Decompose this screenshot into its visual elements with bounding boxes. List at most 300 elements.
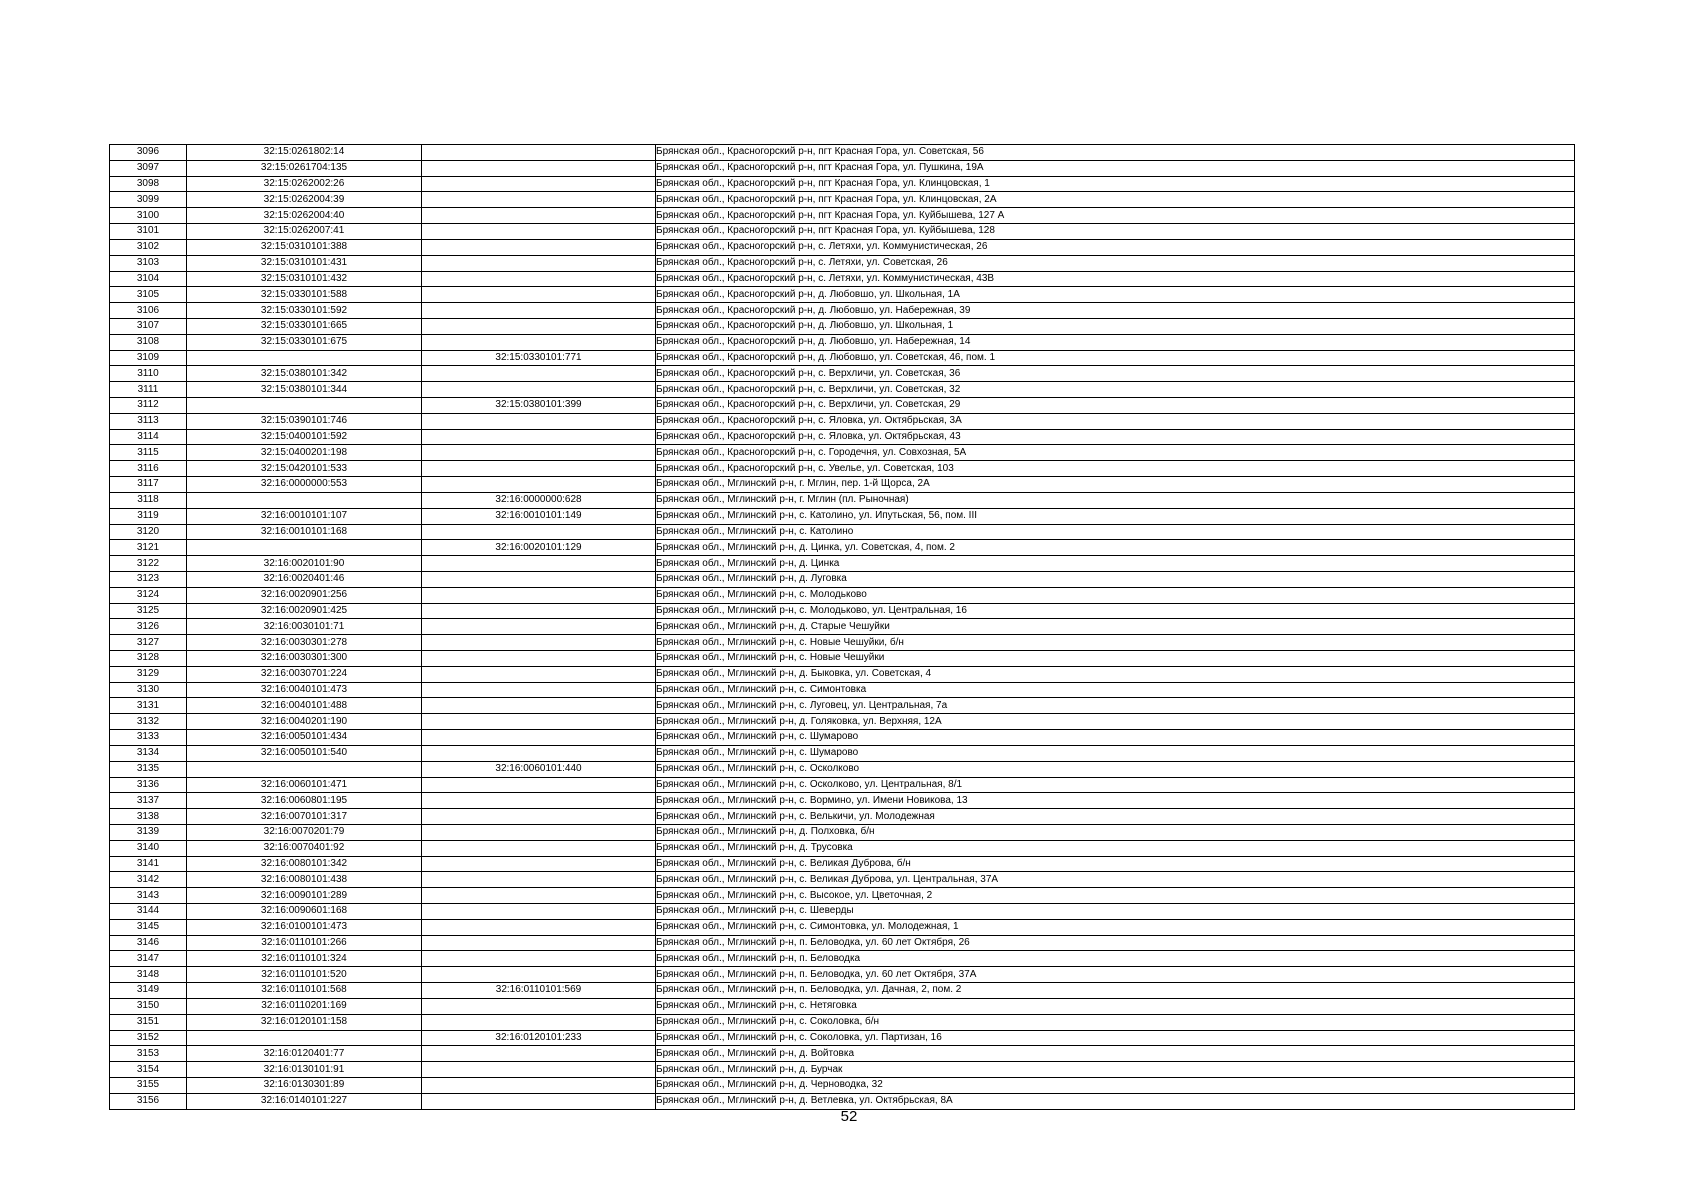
address-cell: Брянская обл., Мглинский р-н, с. Католино, ул. Ипутьская, 56, пом. III bbox=[656, 508, 1575, 524]
address-cell: Брянская обл., Красногорский р-н, с. Увелье, ул. Советская, 103 bbox=[656, 461, 1575, 477]
cadastral-number-2-cell bbox=[422, 334, 656, 350]
cadastral-number-cell bbox=[187, 398, 422, 414]
address-cell: Брянская обл., Мглинский р-н, с. Нетяговка bbox=[656, 998, 1575, 1014]
cadastral-number-2-cell bbox=[422, 587, 656, 603]
cadastral-number-2-cell bbox=[422, 856, 656, 872]
address-cell: Брянская обл., Мглинский р-н, с. Новые Чешуйки bbox=[656, 651, 1575, 667]
table-row bbox=[110, 998, 1575, 1014]
cadastral-number-cell: 32:16:0010101:168 bbox=[187, 524, 422, 540]
table-row bbox=[110, 698, 1575, 714]
row-number-cell: 3129 bbox=[110, 666, 187, 682]
cadastral-number-cell: 32:16:0000000:553 bbox=[187, 477, 422, 493]
row-number-cell: 3100 bbox=[110, 208, 187, 224]
cadastral-number-2-cell: 32:15:0330101:771 bbox=[422, 350, 656, 366]
table-row bbox=[110, 666, 1575, 682]
cadastral-number-2-cell bbox=[422, 382, 656, 398]
cadastral-number-cell: 32:16:0060101:471 bbox=[187, 777, 422, 793]
address-cell: Брянская обл., Мглинский р-н, с. Осколково bbox=[656, 761, 1575, 777]
address-cell: Брянская обл., Мглинский р-н, с. Великая Дуброва, б/н bbox=[656, 856, 1575, 872]
cadastral-number-2-cell: 32:15:0380101:399 bbox=[422, 398, 656, 414]
table-row bbox=[110, 856, 1575, 872]
table-row bbox=[110, 1046, 1575, 1062]
cadastral-number-cell: 32:15:0380101:344 bbox=[187, 382, 422, 398]
address-cell: Брянская обл., Мглинский р-н, д. Цинка bbox=[656, 556, 1575, 572]
table-row bbox=[110, 1077, 1575, 1093]
cadastral-number-cell: 32:16:0030301:278 bbox=[187, 635, 422, 651]
cadastral-number-cell: 32:15:0262007:41 bbox=[187, 224, 422, 240]
table-row bbox=[110, 255, 1575, 271]
row-number-cell: 3127 bbox=[110, 635, 187, 651]
row-number-cell: 3099 bbox=[110, 192, 187, 208]
cadastral-number-2-cell bbox=[422, 1014, 656, 1030]
address-cell: Брянская обл., Мглинский р-н, с. Великая Дуброва, ул. Центральная, 37А bbox=[656, 872, 1575, 888]
cadastral-number-cell: 32:16:0020901:425 bbox=[187, 603, 422, 619]
table-row bbox=[110, 793, 1575, 809]
cadastral-number-cell: 32:16:0080101:438 bbox=[187, 872, 422, 888]
cadastral-number-2-cell bbox=[422, 714, 656, 730]
table-row bbox=[110, 635, 1575, 651]
table-row bbox=[110, 398, 1575, 414]
table-row bbox=[110, 334, 1575, 350]
address-cell: Брянская обл., Мглинский р-н, г. Мглин (пл. Рыночная) bbox=[656, 492, 1575, 508]
table-row bbox=[110, 651, 1575, 667]
table-row bbox=[110, 145, 1575, 161]
table-row bbox=[110, 429, 1575, 445]
row-number-cell: 3112 bbox=[110, 398, 187, 414]
cadastral-number-cell: 32:16:0070101:317 bbox=[187, 809, 422, 825]
cadastral-number-2-cell: 32:16:0060101:440 bbox=[422, 761, 656, 777]
cadastral-number-2-cell bbox=[422, 809, 656, 825]
cadastral-number-2-cell bbox=[422, 445, 656, 461]
row-number-cell: 3115 bbox=[110, 445, 187, 461]
cadastral-number-cell: 32:16:0110101:520 bbox=[187, 967, 422, 983]
cadastral-number-2-cell bbox=[422, 461, 656, 477]
row-number-cell: 3097 bbox=[110, 160, 187, 176]
cadastral-number-cell: 32:15:0330101:675 bbox=[187, 334, 422, 350]
address-cell: Брянская обл., Красногорский р-н, д. Любовшо, ул. Набережная, 39 bbox=[656, 303, 1575, 319]
cadastral-number-2-cell bbox=[422, 1046, 656, 1062]
cadastral-number-cell: 32:15:0262002:26 bbox=[187, 176, 422, 192]
address-cell: Брянская обл., Мглинский р-н, д. Войтовка bbox=[656, 1046, 1575, 1062]
table-row bbox=[110, 287, 1575, 303]
address-cell: Брянская обл., Мглинский р-н, д. Черноводка, 32 bbox=[656, 1077, 1575, 1093]
table-row bbox=[110, 983, 1575, 999]
cadastral-number-2-cell bbox=[422, 239, 656, 255]
row-number-cell: 3155 bbox=[110, 1077, 187, 1093]
table-row bbox=[110, 192, 1575, 208]
cadastral-number-cell: 32:15:0310101:431 bbox=[187, 255, 422, 271]
cadastral-number-2-cell bbox=[422, 208, 656, 224]
row-number-cell: 3156 bbox=[110, 1093, 187, 1109]
address-cell: Брянская обл., Мглинский р-н, с. Новые Чешуйки, б/н bbox=[656, 635, 1575, 651]
address-cell: Брянская обл., Мглинский р-н, п. Беловодка bbox=[656, 951, 1575, 967]
table-row bbox=[110, 603, 1575, 619]
row-number-cell: 3119 bbox=[110, 508, 187, 524]
cadastral-number-cell: 32:15:0380101:342 bbox=[187, 366, 422, 382]
cadastral-number-2-cell bbox=[422, 745, 656, 761]
cadastral-number-cell: 32:16:0060801:195 bbox=[187, 793, 422, 809]
table-row bbox=[110, 461, 1575, 477]
table-row bbox=[110, 745, 1575, 761]
cadastral-number-cell bbox=[187, 540, 422, 556]
cadastral-number-cell: 32:15:0420101:533 bbox=[187, 461, 422, 477]
table-row bbox=[110, 382, 1575, 398]
address-cell: Брянская обл., Красногорский р-н, с. Летяхи, ул. Советская, 26 bbox=[656, 255, 1575, 271]
address-cell: Брянская обл., Красногорский р-н, пгт Красная Гора, ул. Пушкина, 19А bbox=[656, 160, 1575, 176]
cadastral-number-cell: 32:16:0020901:256 bbox=[187, 587, 422, 603]
cadastral-number-2-cell bbox=[422, 777, 656, 793]
cadastral-number-cell: 32:15:0261802:14 bbox=[187, 145, 422, 161]
cadastral-number-2-cell bbox=[422, 271, 656, 287]
address-cell: Брянская обл., Красногорский р-н, д. Любовшо, ул. Советская, 46, пом. 1 bbox=[656, 350, 1575, 366]
table-row bbox=[110, 730, 1575, 746]
row-number-cell: 3136 bbox=[110, 777, 187, 793]
cadastral-number-cell: 32:16:0040101:473 bbox=[187, 682, 422, 698]
address-cell: Брянская обл., Мглинский р-н, с. Молодьково bbox=[656, 587, 1575, 603]
row-number-cell: 3109 bbox=[110, 350, 187, 366]
address-cell: Брянская обл., Красногорский р-н, пгт Красная Гора, ул. Куйбышева, 127 А bbox=[656, 208, 1575, 224]
cadastral-number-2-cell bbox=[422, 935, 656, 951]
cadastral-number-cell: 32:16:0090601:168 bbox=[187, 904, 422, 920]
cadastral-number-2-cell bbox=[422, 224, 656, 240]
cadastral-number-cell: 32:16:0070401:92 bbox=[187, 840, 422, 856]
address-cell: Брянская обл., Мглинский р-н, д. Полховка, б/н bbox=[656, 824, 1575, 840]
cadastral-number-2-cell bbox=[422, 998, 656, 1014]
address-cell: Брянская обл., Красногорский р-н, с. Летяхи, ул. Коммунистическая, 26 bbox=[656, 239, 1575, 255]
address-cell: Брянская обл., Мглинский р-н, д. Голяковка, ул. Верхняя, 12А bbox=[656, 714, 1575, 730]
cadastral-number-cell: 32:16:0070201:79 bbox=[187, 824, 422, 840]
table-row bbox=[110, 777, 1575, 793]
row-number-cell: 3150 bbox=[110, 998, 187, 1014]
cadastral-number-2-cell bbox=[422, 556, 656, 572]
address-cell: Брянская обл., Красногорский р-н, с. Верхличи, ул. Советская, 32 bbox=[656, 382, 1575, 398]
row-number-cell: 3123 bbox=[110, 571, 187, 587]
cadastral-number-cell: 32:16:0030101:71 bbox=[187, 619, 422, 635]
table-row bbox=[110, 556, 1575, 572]
cadastral-number-cell: 32:15:0310101:388 bbox=[187, 239, 422, 255]
table-row bbox=[110, 1014, 1575, 1030]
cadastral-number-cell: 32:16:0030701:224 bbox=[187, 666, 422, 682]
cadastral-number-cell: 32:15:0310101:432 bbox=[187, 271, 422, 287]
table-row bbox=[110, 571, 1575, 587]
cadastral-number-2-cell bbox=[422, 793, 656, 809]
cadastral-number-2-cell bbox=[422, 303, 656, 319]
cadastral-number-2-cell bbox=[422, 840, 656, 856]
row-number-cell: 3108 bbox=[110, 334, 187, 350]
table-row bbox=[110, 445, 1575, 461]
cadastral-number-cell: 32:16:0020401:46 bbox=[187, 571, 422, 587]
cadastral-number-2-cell bbox=[422, 967, 656, 983]
table-row bbox=[110, 1093, 1575, 1109]
row-number-cell: 3154 bbox=[110, 1062, 187, 1078]
property-table bbox=[109, 144, 1575, 1110]
address-cell: Брянская обл., Мглинский р-н, с. Высокое, ул. Цветочная, 2 bbox=[656, 888, 1575, 904]
address-cell: Брянская обл., Мглинский р-н, д. Быковка, ул. Советская, 4 bbox=[656, 666, 1575, 682]
table-row bbox=[110, 524, 1575, 540]
address-cell: Брянская обл., Красногорский р-н, пгт Красная Гора, ул. Куйбышева, 128 bbox=[656, 224, 1575, 240]
cadastral-number-2-cell bbox=[422, 318, 656, 334]
address-cell: Брянская обл., Мглинский р-н, д. Луговка bbox=[656, 571, 1575, 587]
row-number-cell: 3101 bbox=[110, 224, 187, 240]
table-row bbox=[110, 935, 1575, 951]
table-row bbox=[110, 303, 1575, 319]
cadastral-number-2-cell bbox=[422, 824, 656, 840]
address-cell: Брянская обл., Красногорский р-н, пгт Красная Гора, ул. Советская, 56 bbox=[656, 145, 1575, 161]
row-number-cell: 3132 bbox=[110, 714, 187, 730]
row-number-cell: 3117 bbox=[110, 477, 187, 493]
row-number-cell: 3146 bbox=[110, 935, 187, 951]
table-row bbox=[110, 951, 1575, 967]
cadastral-number-cell bbox=[187, 350, 422, 366]
cadastral-number-cell bbox=[187, 492, 422, 508]
cadastral-number-cell: 32:16:0130101:91 bbox=[187, 1062, 422, 1078]
table-row bbox=[110, 508, 1575, 524]
address-cell: Брянская обл., Красногорский р-н, д. Любовшо, ул. Школьная, 1 bbox=[656, 318, 1575, 334]
row-number-cell: 3144 bbox=[110, 904, 187, 920]
table-row bbox=[110, 809, 1575, 825]
row-number-cell: 3098 bbox=[110, 176, 187, 192]
cadastral-number-2-cell bbox=[422, 919, 656, 935]
address-cell: Брянская обл., Мглинский р-н, с. Симонтовка bbox=[656, 682, 1575, 698]
row-number-cell: 3135 bbox=[110, 761, 187, 777]
row-number-cell: 3149 bbox=[110, 983, 187, 999]
cadastral-number-2-cell bbox=[422, 888, 656, 904]
address-cell: Брянская обл., Мглинский р-н, д. Ветлевка, ул. Октябрьская, 8А bbox=[656, 1093, 1575, 1109]
cadastral-number-cell: 32:16:0050101:540 bbox=[187, 745, 422, 761]
address-cell: Брянская обл., Мглинский р-н, д. Бурчак bbox=[656, 1062, 1575, 1078]
cadastral-number-cell: 32:16:0020101:90 bbox=[187, 556, 422, 572]
cadastral-number-cell: 32:16:0080101:342 bbox=[187, 856, 422, 872]
address-cell: Брянская обл., Мглинский р-н, с. Соколовка, ул. Партизан, 16 bbox=[656, 1030, 1575, 1046]
table-row bbox=[110, 1030, 1575, 1046]
row-number-cell: 3110 bbox=[110, 366, 187, 382]
table-row bbox=[110, 714, 1575, 730]
table-row bbox=[110, 587, 1575, 603]
address-cell: Брянская обл., Мглинский р-н, д. Старые Чешуйки bbox=[656, 619, 1575, 635]
row-number-cell: 3124 bbox=[110, 587, 187, 603]
address-cell: Брянская обл., Красногорский р-н, с. Яловка, ул. Октябрьская, 3А bbox=[656, 413, 1575, 429]
cadastral-number-2-cell bbox=[422, 477, 656, 493]
table-row bbox=[110, 492, 1575, 508]
row-number-cell: 3148 bbox=[110, 967, 187, 983]
row-number-cell: 3137 bbox=[110, 793, 187, 809]
table-row bbox=[110, 761, 1575, 777]
table-row bbox=[110, 224, 1575, 240]
table-row bbox=[110, 919, 1575, 935]
row-number-cell: 3153 bbox=[110, 1046, 187, 1062]
cadastral-number-cell: 32:15:0262004:39 bbox=[187, 192, 422, 208]
table-row bbox=[110, 1062, 1575, 1078]
cadastral-number-cell: 32:16:0110101:266 bbox=[187, 935, 422, 951]
table-row bbox=[110, 619, 1575, 635]
row-number-cell: 3116 bbox=[110, 461, 187, 477]
address-cell: Брянская обл., Мглинский р-н, п. Беловодка, ул. 60 лет Октября, 37А bbox=[656, 967, 1575, 983]
row-number-cell: 3104 bbox=[110, 271, 187, 287]
cadastral-number-cell: 32:16:0040101:488 bbox=[187, 698, 422, 714]
address-cell: Брянская обл., Красногорский р-н, д. Любовшо, ул. Школьная, 1А bbox=[656, 287, 1575, 303]
address-cell: Брянская обл., Красногорский р-н, с. Верхличи, ул. Советская, 29 bbox=[656, 398, 1575, 414]
address-cell: Брянская обл., Мглинский р-н, с. Шумарово bbox=[656, 745, 1575, 761]
cadastral-number-cell: 32:16:0120401:77 bbox=[187, 1046, 422, 1062]
cadastral-number-2-cell: 32:16:0010101:149 bbox=[422, 508, 656, 524]
address-cell: Брянская обл., Мглинский р-н, с. Велькичи, ул. Молодежная bbox=[656, 809, 1575, 825]
cadastral-number-cell: 32:16:0050101:434 bbox=[187, 730, 422, 746]
cadastral-number-2-cell bbox=[422, 1077, 656, 1093]
table-row bbox=[110, 413, 1575, 429]
address-cell: Брянская обл., Мглинский р-н, г. Мглин, пер. 1-й Щорса, 2А bbox=[656, 477, 1575, 493]
address-cell: Брянская обл., Мглинский р-н, с. Осколково, ул. Центральная, 8/1 bbox=[656, 777, 1575, 793]
row-number-cell: 3106 bbox=[110, 303, 187, 319]
cadastral-number-2-cell bbox=[422, 619, 656, 635]
cadastral-number-cell: 32:15:0400101:592 bbox=[187, 429, 422, 445]
cadastral-number-2-cell bbox=[422, 698, 656, 714]
cadastral-number-cell: 32:15:0400201:198 bbox=[187, 445, 422, 461]
table-row bbox=[110, 366, 1575, 382]
cadastral-number-2-cell bbox=[422, 1062, 656, 1078]
table-row bbox=[110, 271, 1575, 287]
cadastral-number-cell: 32:16:0030301:300 bbox=[187, 651, 422, 667]
cadastral-number-2-cell bbox=[422, 872, 656, 888]
row-number-cell: 3096 bbox=[110, 145, 187, 161]
table-row bbox=[110, 208, 1575, 224]
address-cell: Брянская обл., Мглинский р-н, д. Цинка, ул. Советская, 4, пом. 2 bbox=[656, 540, 1575, 556]
page-number: 52 bbox=[840, 1108, 858, 1125]
address-cell: Брянская обл., Мглинский р-н, п. Беловодка, ул. Дачная, 2, пом. 2 bbox=[656, 983, 1575, 999]
address-cell: Брянская обл., Мглинский р-н, п. Беловодка, ул. 60 лет Октября, 26 bbox=[656, 935, 1575, 951]
row-number-cell: 3134 bbox=[110, 745, 187, 761]
cadastral-number-2-cell bbox=[422, 603, 656, 619]
row-number-cell: 3111 bbox=[110, 382, 187, 398]
address-cell: Брянская обл., Красногорский р-н, с. Городечня, ул. Совхозная, 5А bbox=[656, 445, 1575, 461]
table-row bbox=[110, 872, 1575, 888]
cadastral-number-2-cell bbox=[422, 255, 656, 271]
cadastral-number-2-cell bbox=[422, 176, 656, 192]
cadastral-number-2-cell bbox=[422, 682, 656, 698]
cadastral-number-cell: 32:15:0330101:592 bbox=[187, 303, 422, 319]
cadastral-number-2-cell bbox=[422, 651, 656, 667]
row-number-cell: 3133 bbox=[110, 730, 187, 746]
cadastral-number-2-cell bbox=[422, 571, 656, 587]
cadastral-number-cell bbox=[187, 761, 422, 777]
cadastral-number-cell: 32:16:0110101:568 bbox=[187, 983, 422, 999]
cadastral-number-cell: 32:16:0090101:289 bbox=[187, 888, 422, 904]
table-body bbox=[110, 145, 1575, 1110]
cadastral-number-2-cell bbox=[422, 730, 656, 746]
row-number-cell: 3107 bbox=[110, 318, 187, 334]
address-cell: Брянская обл., Красногорский р-н, пгт Красная Гора, ул. Клинцовская, 1 bbox=[656, 176, 1575, 192]
cadastral-number-cell: 32:16:0120101:158 bbox=[187, 1014, 422, 1030]
cadastral-number-2-cell: 32:16:0020101:129 bbox=[422, 540, 656, 556]
table-row bbox=[110, 350, 1575, 366]
address-cell: Брянская обл., Мглинский р-н, с. Молодьково, ул. Центральная, 16 bbox=[656, 603, 1575, 619]
row-number-cell: 3121 bbox=[110, 540, 187, 556]
cadastral-number-cell: 32:16:0130301:89 bbox=[187, 1077, 422, 1093]
row-number-cell: 3141 bbox=[110, 856, 187, 872]
row-number-cell: 3145 bbox=[110, 919, 187, 935]
row-number-cell: 3120 bbox=[110, 524, 187, 540]
cadastral-number-2-cell: 32:16:0120101:233 bbox=[422, 1030, 656, 1046]
table-row bbox=[110, 967, 1575, 983]
row-number-cell: 3143 bbox=[110, 888, 187, 904]
row-number-cell: 3139 bbox=[110, 824, 187, 840]
address-cell: Брянская обл., Красногорский р-н, с. Летяхи, ул. Коммунистическая, 43В bbox=[656, 271, 1575, 287]
address-cell: Брянская обл., Мглинский р-н, с. Соколовка, б/н bbox=[656, 1014, 1575, 1030]
cadastral-number-cell: 32:16:0010101:107 bbox=[187, 508, 422, 524]
cadastral-number-2-cell bbox=[422, 145, 656, 161]
cadastral-number-2-cell bbox=[422, 192, 656, 208]
row-number-cell: 3103 bbox=[110, 255, 187, 271]
row-number-cell: 3152 bbox=[110, 1030, 187, 1046]
cadastral-number-2-cell bbox=[422, 904, 656, 920]
address-cell: Брянская обл., Мглинский р-н, с. Вормино, ул. Имени Новикова, 13 bbox=[656, 793, 1575, 809]
row-number-cell: 3138 bbox=[110, 809, 187, 825]
cadastral-number-cell: 32:16:0040201:190 bbox=[187, 714, 422, 730]
table-row bbox=[110, 318, 1575, 334]
address-cell: Брянская обл., Красногорский р-н, с. Яловка, ул. Октябрьская, 43 bbox=[656, 429, 1575, 445]
cadastral-number-2-cell bbox=[422, 429, 656, 445]
row-number-cell: 3140 bbox=[110, 840, 187, 856]
cadastral-number-cell bbox=[187, 1030, 422, 1046]
cadastral-number-2-cell bbox=[422, 160, 656, 176]
table-row bbox=[110, 540, 1575, 556]
cadastral-number-2-cell bbox=[422, 524, 656, 540]
cadastral-number-2-cell bbox=[422, 366, 656, 382]
address-cell: Брянская обл., Мглинский р-н, с. Католино bbox=[656, 524, 1575, 540]
table-row bbox=[110, 888, 1575, 904]
cadastral-number-2-cell bbox=[422, 287, 656, 303]
row-number-cell: 3128 bbox=[110, 651, 187, 667]
row-number-cell: 3125 bbox=[110, 603, 187, 619]
row-number-cell: 3105 bbox=[110, 287, 187, 303]
cadastral-number-cell: 32:16:0100101:473 bbox=[187, 919, 422, 935]
row-number-cell: 3151 bbox=[110, 1014, 187, 1030]
cadastral-number-cell: 32:15:0261704:135 bbox=[187, 160, 422, 176]
address-cell: Брянская обл., Красногорский р-н, с. Верхличи, ул. Советская, 36 bbox=[656, 366, 1575, 382]
table-row bbox=[110, 824, 1575, 840]
address-cell: Брянская обл., Мглинский р-н, д. Трусовка bbox=[656, 840, 1575, 856]
address-cell: Брянская обл., Мглинский р-н, с. Шумарово bbox=[656, 730, 1575, 746]
address-cell: Брянская обл., Мглинский р-н, с. Луговец, ул. Центральная, 7а bbox=[656, 698, 1575, 714]
table-row bbox=[110, 477, 1575, 493]
cadastral-number-2-cell bbox=[422, 951, 656, 967]
cadastral-number-cell: 32:16:0110201:169 bbox=[187, 998, 422, 1014]
row-number-cell: 3126 bbox=[110, 619, 187, 635]
cadastral-number-2-cell bbox=[422, 666, 656, 682]
table-row bbox=[110, 239, 1575, 255]
address-cell: Брянская обл., Мглинский р-н, с. Шеверды bbox=[656, 904, 1575, 920]
table-row bbox=[110, 840, 1575, 856]
row-number-cell: 3118 bbox=[110, 492, 187, 508]
table-row bbox=[110, 682, 1575, 698]
row-number-cell: 3142 bbox=[110, 872, 187, 888]
table-row bbox=[110, 176, 1575, 192]
row-number-cell: 3147 bbox=[110, 951, 187, 967]
row-number-cell: 3130 bbox=[110, 682, 187, 698]
cadastral-number-cell: 32:15:0330101:588 bbox=[187, 287, 422, 303]
table-row bbox=[110, 904, 1575, 920]
cadastral-number-2-cell bbox=[422, 635, 656, 651]
table-row bbox=[110, 160, 1575, 176]
cadastral-number-cell: 32:15:0330101:665 bbox=[187, 318, 422, 334]
cadastral-number-cell: 32:16:0140101:227 bbox=[187, 1093, 422, 1109]
cadastral-number-cell: 32:16:0110101:324 bbox=[187, 951, 422, 967]
cadastral-number-2-cell: 32:16:0000000:628 bbox=[422, 492, 656, 508]
cadastral-number-2-cell bbox=[422, 413, 656, 429]
row-number-cell: 3114 bbox=[110, 429, 187, 445]
cadastral-number-cell: 32:15:0262004:40 bbox=[187, 208, 422, 224]
address-cell: Брянская обл., Красногорский р-н, д. Любовшо, ул. Набережная, 14 bbox=[656, 334, 1575, 350]
row-number-cell: 3131 bbox=[110, 698, 187, 714]
